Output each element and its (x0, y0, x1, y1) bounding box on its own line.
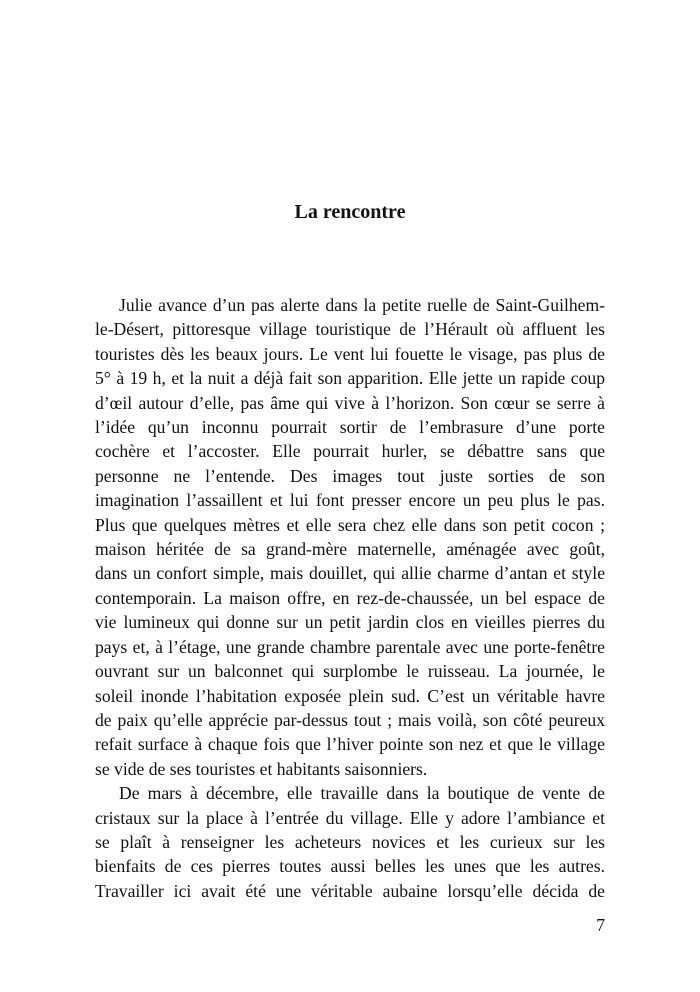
chapter-title: La rencontre (294, 201, 406, 223)
text-line: maison héritée de sa grand-mère maternelle, aménagée avec goût, (95, 539, 605, 560)
text-line: se plaît à renseigner les acheteurs novices et les curieux sur les (95, 831, 605, 852)
paragraph-2 (95, 781, 605, 903)
text-line: d’œil autour d’elle, pas âme qui vive à l’horizon. Son cœur se serre à (95, 392, 605, 413)
text-line: De mars à décembre, elle travaille dans la boutique de vente de (119, 783, 605, 804)
body-text (95, 293, 605, 903)
text-line: pays et, à l’étage, une grande chambre parentale avec une porte-fenêtre (95, 636, 605, 657)
text-line: 5° à 19 h, et la nuit a déjà fait son apparition. Elle jette un rapide coup (95, 368, 605, 389)
text-line: Julie avance d’un pas alerte dans la petite ruelle de Saint-Guilhem- (119, 295, 605, 315)
text-line: personne ne l’entende. Des images tout juste sorties de son (95, 465, 605, 486)
text-line: le-Désert, pittoresque village touristique de l’Hérault où affluent les (95, 319, 605, 340)
text-line: se vide de ses touristes et habitants saisonniers. (95, 758, 428, 779)
paragraph-1 (95, 293, 605, 781)
text-line: de paix qu’elle apprécie par-dessus tout ; mais voilà, son côté peureux (95, 709, 605, 730)
text-line: l’idée qu’un inconnu pourrait sortir de l’embrasure d’une porte (95, 417, 605, 438)
text-line: dans un confort simple, mais douillet, qui allie charme d’antan et style (95, 563, 605, 584)
text-line: cristaux sur la place à l’entrée du village. Elle y adore l’ambiance et (95, 807, 605, 828)
text-line: bienfaits de ces pierres toutes aussi belles les unes que les autres. (95, 856, 605, 877)
text-line: refait surface à chaque fois que l’hiver pointe son nez et que le village (95, 734, 605, 755)
text-line: ouvrant sur un balconnet qui surplombe le ruisseau. La journée, le (95, 661, 605, 682)
text-line: Travailler ici avait été une véritable aubaine lorsqu’elle décida de (95, 880, 605, 901)
page-number: 7 (596, 915, 605, 935)
text-line: touristes dès les beaux jours. Le vent lui fouette le visage, pas plus de (95, 343, 605, 364)
text-line: soleil inonde l’habitation exposée plein sud. C’est un véritable havre (95, 685, 605, 706)
text-line: contemporain. La maison offre, en rez-de-chaussée, un bel espace de (95, 587, 605, 608)
text-line: cochère et l’accoster. Elle pourrait hurler, se débattre sans que (95, 441, 605, 462)
text-line: imagination l’assaillent et lui font presser encore un peu plus le pas. (95, 490, 605, 511)
text-line: vie lumineux qui donne sur un petit jardin clos en vieilles pierres du (95, 612, 605, 633)
text-line: Plus que quelques mètres et elle sera chez elle dans son petit cocon ; (95, 514, 605, 535)
